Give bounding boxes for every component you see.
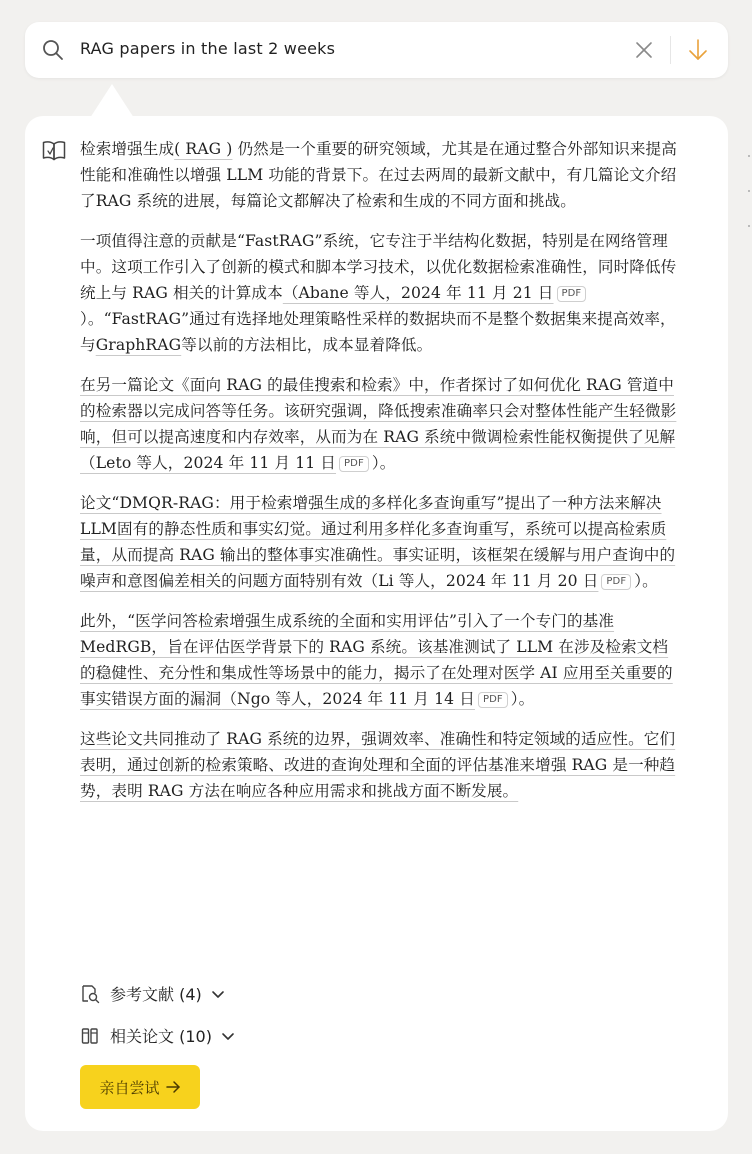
try-it-label: 亲自尝试 bbox=[99, 1078, 160, 1097]
pdf-badge[interactable]: PDF bbox=[478, 692, 508, 708]
download-icon[interactable] bbox=[685, 37, 711, 63]
try-it-button[interactable] bbox=[80, 1065, 200, 1109]
bubble-tail bbox=[90, 84, 134, 118]
citation-link[interactable]: （Leto 等人，2024 年 11 月 11 日 bbox=[80, 454, 337, 472]
pdf-badge[interactable]: PDF bbox=[339, 456, 369, 472]
edge-mark bbox=[748, 190, 750, 192]
search-icon bbox=[41, 38, 65, 62]
answer-paragraph-4: 论文“DMQR-RAG：用于检索增强生成的多样化多查询重写”提出了一种方法来解决LLM固有的静态性质和事实幻觉。通过利用多样化多查询重写，系统可以提高检索质量，从而提高 RAG 输出的整体事实准确性。事实证明，该框架在缓解与用户查询中的噪声和意图偏差相关的问题方面特别有效（Li 等人，2024 年 11 月 20 日 PDF ）。 bbox=[80, 494, 676, 590]
search-bar bbox=[25, 22, 728, 78]
answer-paragraph-5: 此外，“医学问答检索增强生成系统的全面和实用评估”引入了一个专门的基准 MedRGB，旨在评估医学背景下的 RAG 系统。该基准测试了 LLM 在涉及检索文档的稳健性、充分性和集成性等场景中的能力，揭示了在处理对医学 AI 应用至关重要的事实错误方面的漏洞（Ngo 等人，2024 年 11 月 14 日 PDF ）。 bbox=[80, 612, 673, 708]
book-icon bbox=[41, 138, 67, 164]
arrow-right-icon bbox=[165, 1079, 181, 1095]
answer-card bbox=[25, 116, 728, 1131]
rag-link[interactable]: ( RAG ) bbox=[174, 140, 233, 158]
citation-link[interactable]: （Ngo 等人，2024 年 11 月 14 日 bbox=[221, 690, 475, 708]
chevron-down-icon bbox=[210, 986, 226, 1002]
references-label: 参考文献 (4) bbox=[110, 985, 202, 1004]
pdf-badge[interactable]: PDF bbox=[601, 574, 631, 590]
graphrag-link[interactable]: GraphRAG bbox=[95, 336, 182, 354]
related-papers-toggle[interactable] bbox=[80, 1024, 236, 1047]
edge-mark bbox=[748, 155, 750, 157]
answer-paragraph-6: 这些论文共同推动了 RAG 系统的边界，强调效率、准确性和特定领域的适应性。它们表明，通过创新的检索策略、改进的查询处理和全面的评估基准来增强 RAG 是一种趋势，表明 RAG 方法在响应各种应用需求和挑战方面不断发展。 bbox=[80, 730, 676, 800]
edge-mark bbox=[748, 225, 750, 227]
pdf-badge[interactable]: PDF bbox=[557, 286, 587, 302]
answer-paragraph-2: 一项值得注意的贡献是“FastRAG”系统，它专注于半结构化数据，特别是在网络管理中。这项工作引入了创新的模式和脚本学习技术，以优化数据检索准确性，同时降低传统上与 RAG 相关的计算成本（Abane 等人，2024 年 11 月 21 日 PDF）。“FastRAG”通过有选择地处理策略性采样的数据块而不是整个数据集来提高效率，与GraphRAG等以前的方法相比，成本显着降低。 bbox=[80, 232, 677, 354]
citation-link[interactable]: （Abane 等人，2024 年 11 月 21 日 bbox=[282, 284, 554, 302]
answer-paragraph-1: 检索增强生成( RAG ) 仍然是一个重要的研究领域，尤其是在通过整合外部知识来提高性能和准确性以增强 LLM 功能的背景下。在过去两周的最新文献中，有几篇论文介绍了RAG 系统的进展，每篇论文都解决了检索和生成的不同方面和挑战。 bbox=[80, 140, 677, 210]
books-icon bbox=[80, 1026, 100, 1046]
close-icon[interactable] bbox=[633, 39, 655, 61]
references-toggle[interactable] bbox=[80, 982, 226, 1005]
answer-paragraph-3: 在另一篇论文《面向 RAG 的最佳搜索和检索》中，作者探讨了如何优化 RAG 管道中的检索器以完成问答等任务。该研究强调，降低搜索准确率只会对整体性能产生轻微影响，但可以提高速度和内存效率，从而为在 RAG 系统中微调检索性能权衡提供了见解（Leto 等人，2024 年 11 月 11 日 PDF ）。 bbox=[80, 376, 677, 472]
chevron-down-icon bbox=[220, 1028, 236, 1044]
search-input[interactable]: RAG papers in the last 2 weeks bbox=[80, 39, 336, 58]
citation-link[interactable]: （Li 等人，2024 年 11 月 20 日 bbox=[362, 572, 599, 590]
divider bbox=[670, 36, 671, 64]
related-papers-label: 相关论文 (10) bbox=[110, 1027, 212, 1046]
answer-text bbox=[80, 136, 680, 804]
search-document-icon bbox=[80, 984, 100, 1004]
